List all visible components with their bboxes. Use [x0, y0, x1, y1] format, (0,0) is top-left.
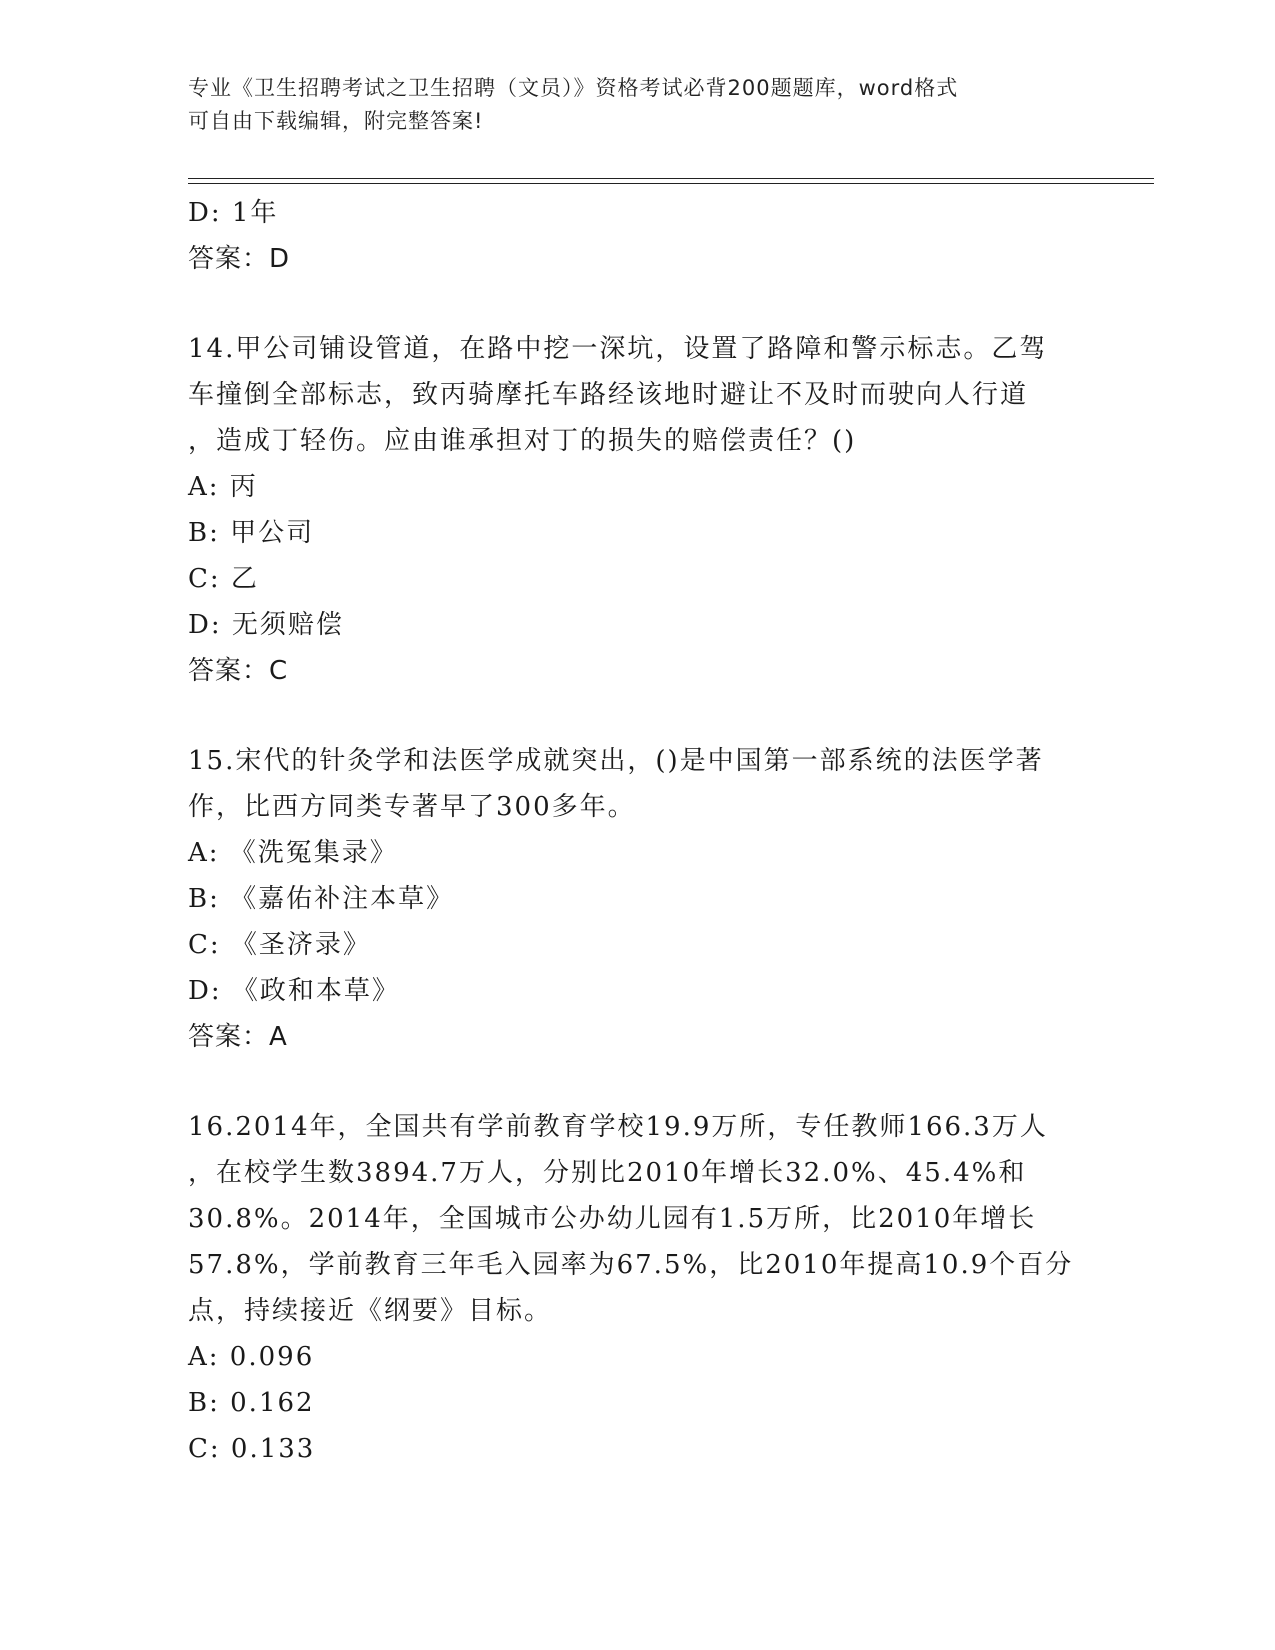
question-text-line: 点，持续接近《纲要》目标。 [188, 1296, 553, 1326]
header-divider-bottom [188, 183, 1154, 184]
question-text-line: 作，比西方同类专著早了300多年。 [188, 792, 636, 822]
option-d: D: 《政和本草》 [188, 976, 400, 1006]
option-a: A: 丙 [188, 472, 258, 502]
answer: 答案：C [188, 656, 289, 686]
option-a: A: 《洗冤集录》 [188, 838, 398, 868]
question-text-line: 14.甲公司铺设管道，在路中挖一深坑，设置了路障和警示标志。乙驾 [188, 334, 1048, 364]
question-text-line: 15.宋代的针灸学和法医学成就突出，()是中国第一部系统的法医学著 [188, 746, 1044, 776]
option-c: C: 乙 [188, 564, 259, 594]
header-line-1: 专业《卫生招聘考试之卫生招聘（文员）》资格考试必背200题题库，word格式 [188, 76, 959, 100]
option-d: D: 无须赔偿 [188, 610, 344, 640]
prev-option-d: D: 1年 [188, 198, 279, 228]
question-14 [188, 326, 1088, 694]
option-b: B: 0.162 [188, 1388, 315, 1418]
question-text-line: 16.2014年，全国共有学前教育学校19.9万所，专任教师166.3万人 [188, 1112, 1048, 1142]
question-16 [188, 1104, 1088, 1472]
option-b: B: 《嘉佑补注本草》 [188, 884, 455, 914]
option-a: A: 0.096 [188, 1342, 315, 1372]
document-header [188, 72, 1088, 138]
option-c: C: 0.133 [188, 1434, 316, 1464]
question-text-line: 车撞倒全部标志，致丙骑摩托车路经该地时避让不及时而驶向人行道 [188, 380, 1029, 410]
question-text-line: 30.8%。2014年，全国城市公办幼儿园有1.5万所，比2010年增长 [188, 1204, 1037, 1234]
question-text-line: 57.8%，学前教育三年毛入园率为67.5%，比2010年提高10.9个百分 [188, 1250, 1074, 1280]
answer: 答案：A [188, 1022, 288, 1052]
question-text-line: ，在校学生数3894.7万人，分别比2010年增长32.0%、45.4%和 [188, 1158, 1027, 1188]
question-15 [188, 738, 1088, 1060]
option-c: C: 《圣济录》 [188, 930, 371, 960]
question-text-line: ，造成丁轻伤。应由谁承担对丁的损失的赔偿责任？() [188, 426, 857, 456]
option-b: B: 甲公司 [188, 518, 315, 548]
prev-answer: 答案：D [188, 244, 291, 274]
header-line-2: 可自由下载编辑，附完整答案! [188, 109, 484, 133]
document-body [188, 190, 1088, 1472]
header-divider-top [188, 178, 1154, 179]
